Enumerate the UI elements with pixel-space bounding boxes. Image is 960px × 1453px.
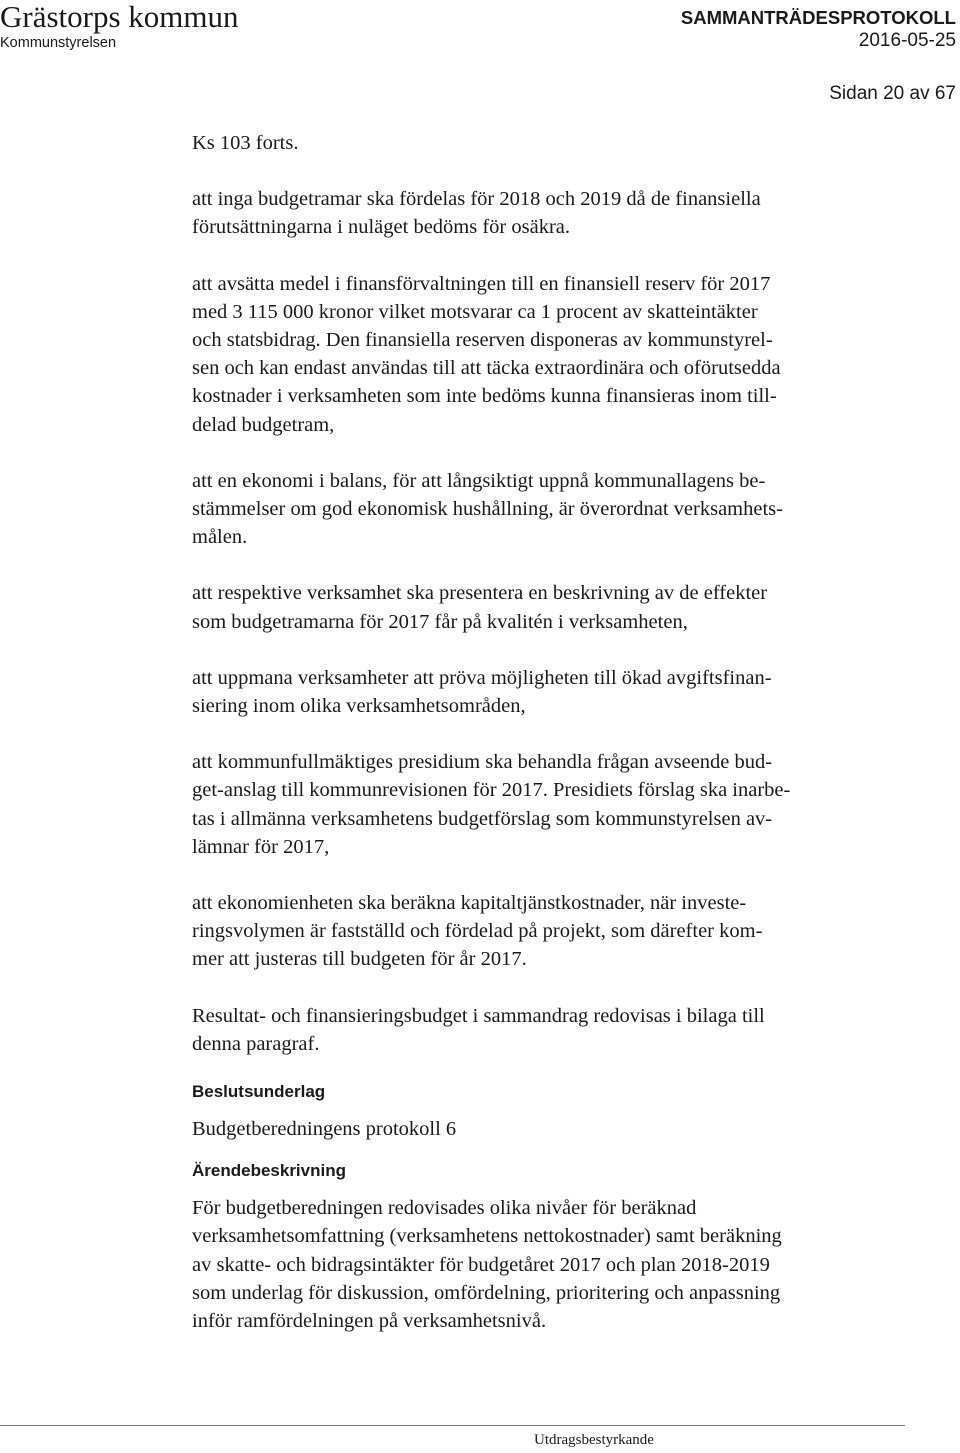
decision-line: kostnader i verksamheten som inte bedöms kunna finansieras inom till- — [192, 385, 777, 408]
meeting-date: 2016-05-25 — [858, 30, 956, 51]
arende-line: inför ramfördelningen på verksamhetsnivå. — [192, 1310, 547, 1333]
decision-line: ringsvolymen är fastställd och fördelad på projekt, som därefter kom- — [192, 920, 763, 943]
decision-line: med 3 115 000 kronor vilket motsvarar ca 1 procent av skatteintäkter — [192, 300, 758, 323]
committee-name: Kommunstyrelsen — [0, 35, 117, 51]
decision-line: att ekonomienheten ska beräkna kapitaltjänstkostnader, när investe- — [192, 892, 747, 915]
decision-line: att kommunfullmäktiges presidium ska behandla frågan avseende bud- — [192, 751, 773, 774]
arende-line: som underlag för diskussion, omfördelning, prioritering och anpassning — [192, 1281, 781, 1304]
decision-line: att en ekonomi i balans, för att långsiktigt uppnå kommunallagens be- — [192, 469, 766, 492]
protocol-body — [192, 129, 912, 1335]
footer-label: Utdragsbestyrkande — [534, 1432, 654, 1448]
beslutsunderlag-heading: Beslutsunderlag — [192, 1082, 326, 1102]
arende-line: verksamhetsomfattning (verksamhetens nettokostnader) samt beräkning — [192, 1225, 782, 1248]
footer-divider — [0, 1425, 905, 1426]
arendebeskrivning-heading: Ärendebeskrivning — [192, 1161, 346, 1181]
decision-line: att avsätta medel i finansförvaltningen till en finansiell reserv för 2017 — [192, 272, 771, 295]
decision-line: lämnar för 2017, — [192, 835, 330, 858]
decision-line: get-anslag till kommunrevisionen för 2017. Presidiets förslag ska inarbe- — [192, 779, 791, 802]
decision-line: att uppmana verksamheter att pröva möjligheten till ökad avgiftsfinan- — [192, 666, 772, 689]
arende-line: För budgetberedningen redovisades olika nivåer för beräknad — [192, 1197, 697, 1220]
decision-line: målen. — [192, 526, 248, 549]
decision-line: delad budgetram, — [192, 413, 335, 436]
municipality-name: Grästorps kommun — [0, 0, 239, 34]
decision-line: denna paragraf. — [192, 1032, 320, 1055]
decision-line: och statsbidrag. Den finansiella reserven disponeras av kommunstyrel- — [192, 329, 773, 352]
decision-line: att inga budgetramar ska fördelas för 2018 och 2019 då de finansiella — [192, 188, 761, 211]
decision-line: sen och kan endast användas till att täcka extraordinära och oförutsedda — [192, 357, 781, 380]
decision-line: att respektive verksamhet ska presentera en beskrivning av de effekter — [192, 582, 768, 605]
beslutsunderlag-text: Budgetberedningens protokoll 6 — [192, 1118, 457, 1141]
decision-line: som budgetramarna för 2017 får på kvalitén i verksamheten, — [192, 610, 688, 633]
document-type: SAMMANTRÄDESPROTOKOLL — [680, 7, 956, 28]
arende-line: av skatte- och bidragsintäkter för budgetåret 2017 och plan 2018-2019 — [192, 1253, 770, 1276]
decision-line: stämmelser om god ekonomisk hushållning, är överordnat verksamhets- — [192, 498, 783, 521]
paragraph-reference: Ks 103 forts. — [192, 132, 299, 154]
decision-line: siering inom olika verksamhetsområden, — [192, 695, 526, 718]
decision-line: förutsättningarna i nuläget bedöms för osäkra. — [192, 216, 570, 239]
decision-line: tas i allmänna verksamhetens budgetförslag som kommunstyrelsen av- — [192, 807, 773, 830]
decision-line: Resultat- och finansieringsbudget i sammandrag redovisas i bilaga till — [192, 1004, 765, 1027]
decision-line: mer att justeras till budgeten för år 2017. — [192, 948, 527, 971]
page-number: Sidan 20 av 67 — [829, 83, 956, 104]
